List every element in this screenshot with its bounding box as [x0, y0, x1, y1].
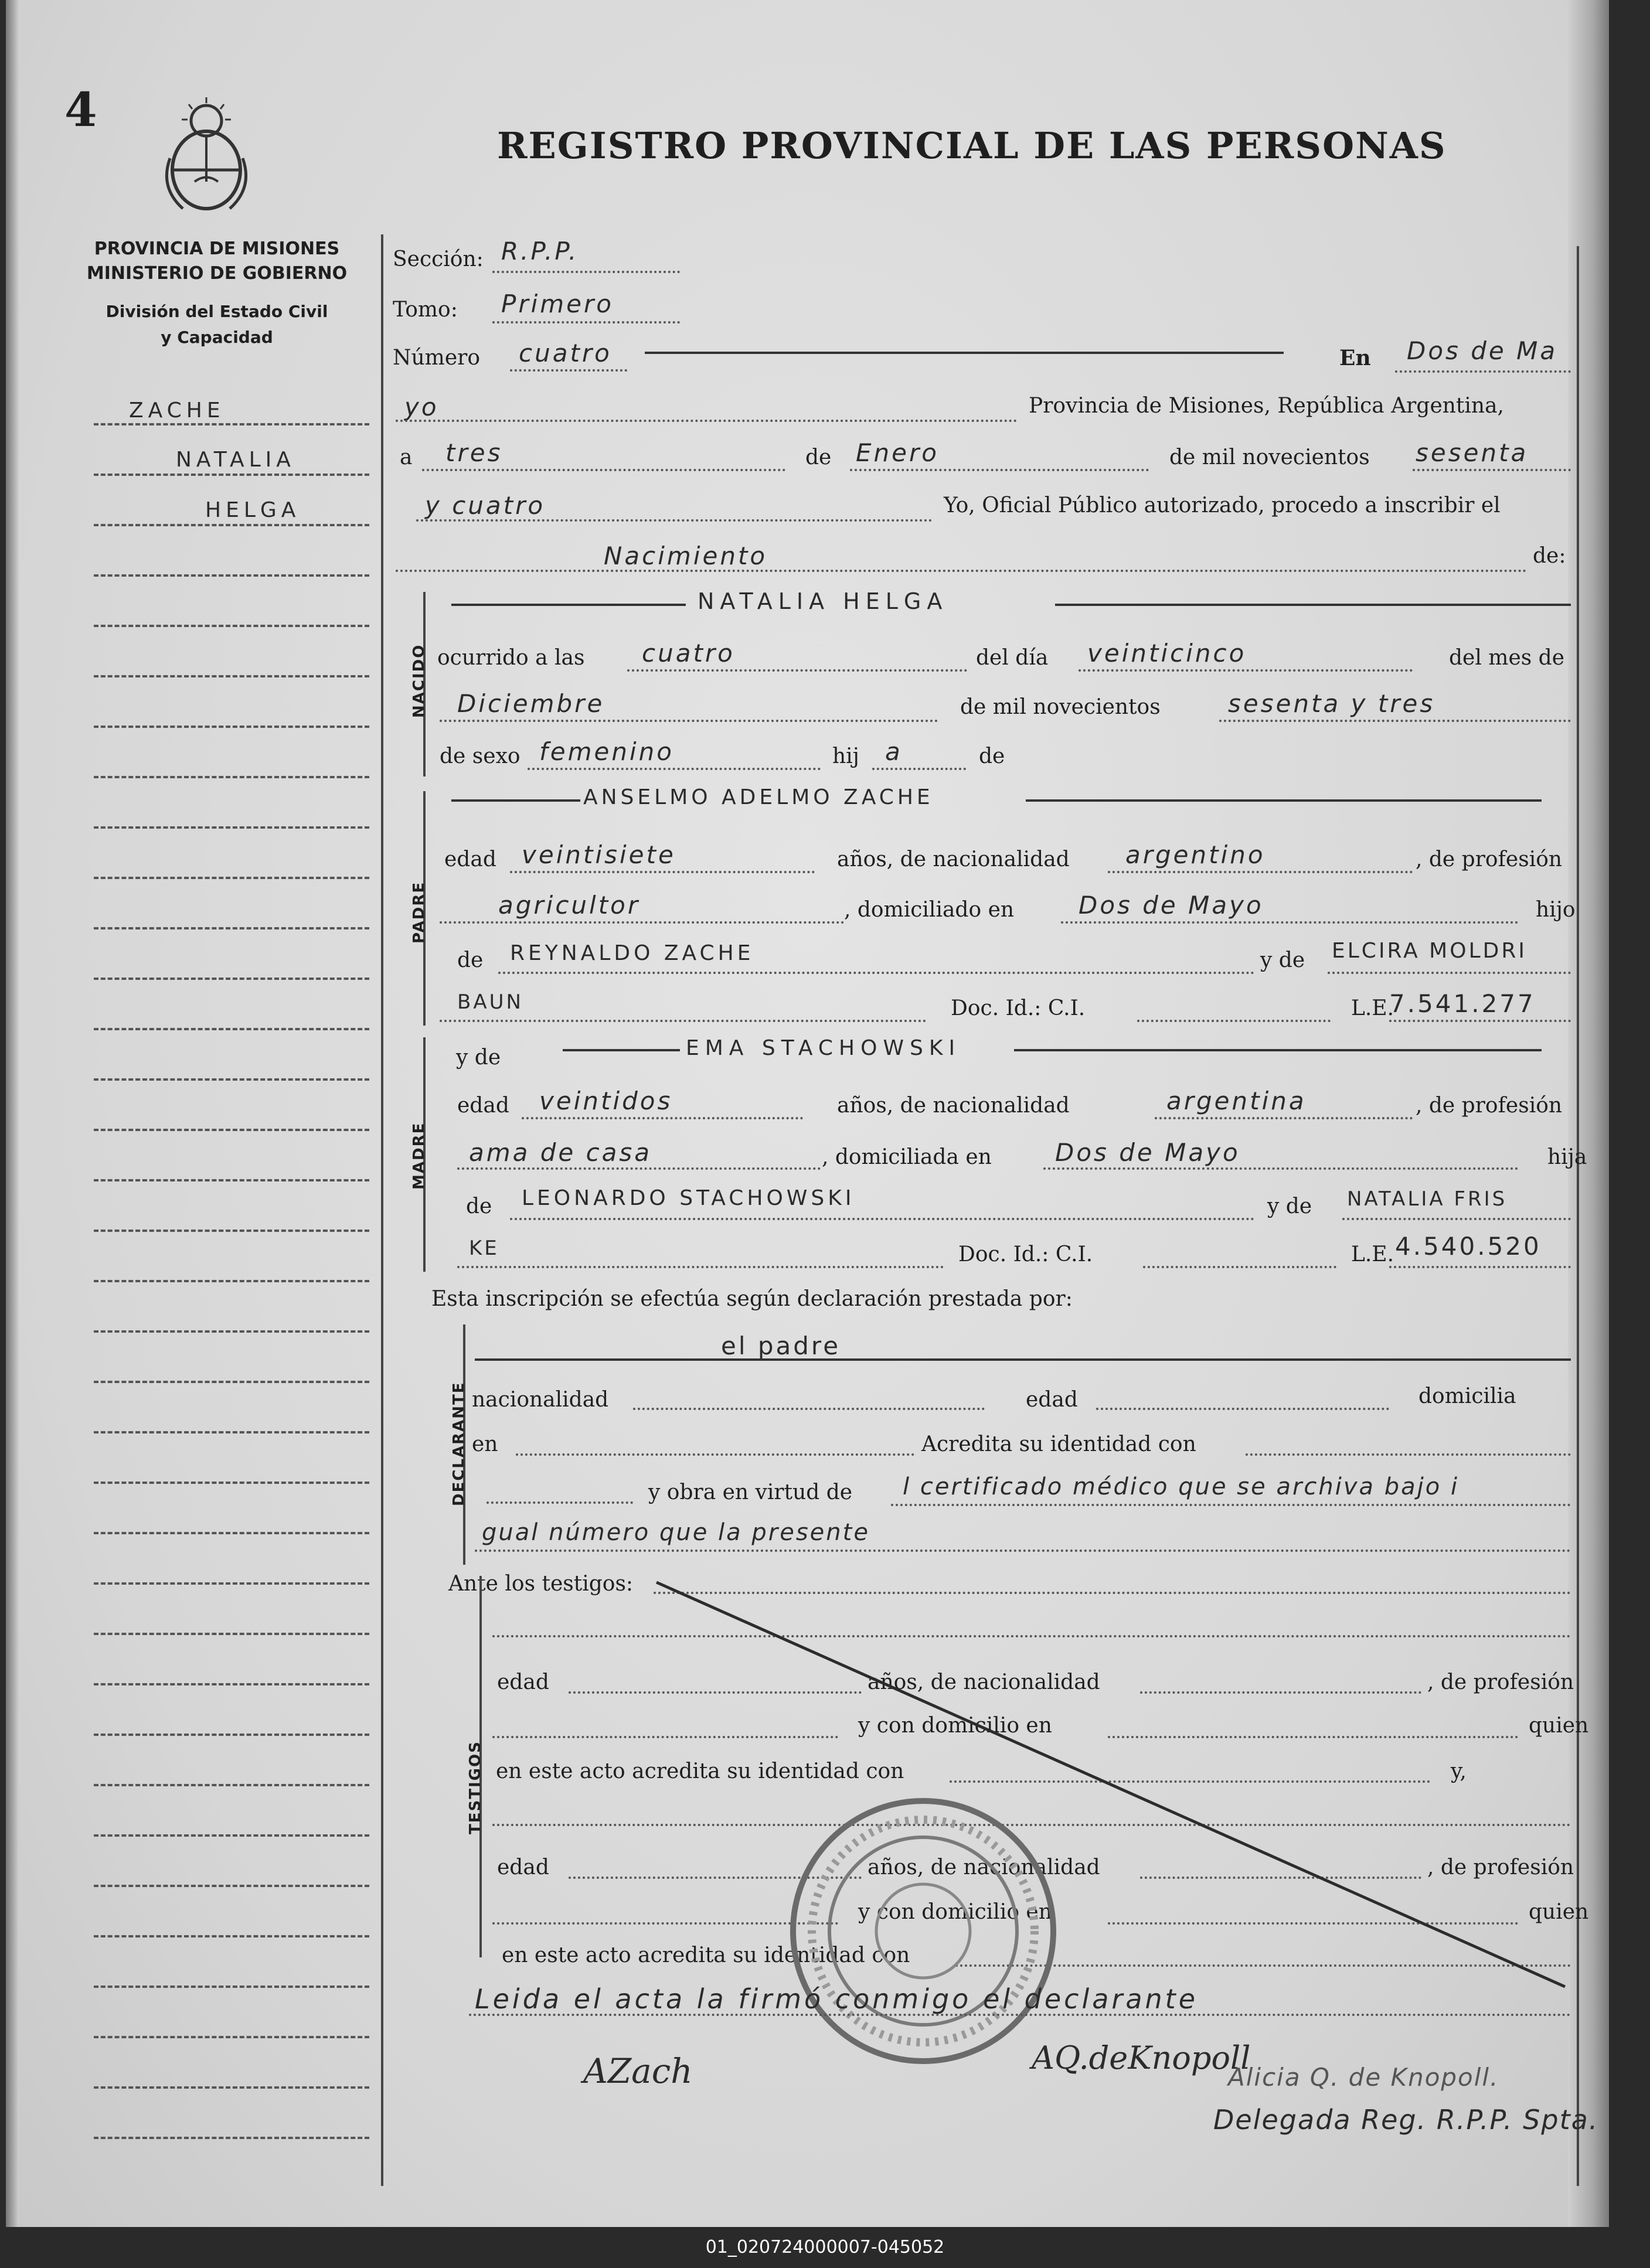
section-declarante: DECLARANTE [450, 1381, 468, 1506]
value-declarante: el padre [721, 1331, 841, 1360]
label-madre-dom: , domiciliada en [822, 1145, 992, 1169]
margin-rule-line [94, 1582, 369, 1585]
value-padre-madre-cont: BAUN [457, 990, 523, 1014]
label-padre-doc: Doc. Id.: C.I. [951, 996, 1086, 1020]
official-title: Delegada Reg. R.P.P. Spta. [1213, 2104, 1599, 2136]
label-decl-edad: edad [1026, 1388, 1078, 1412]
value-en-cont: yo [404, 393, 439, 421]
label-madre-le: L.E. [1351, 1242, 1394, 1266]
value-numero: cuatro [519, 339, 612, 367]
margin-rule-line [94, 1230, 369, 1232]
label-obra-virtud: y obra en virtud de [648, 1480, 853, 1504]
label-a: a [400, 445, 413, 469]
label-del-dia: del día [976, 646, 1049, 670]
issuer-division: División del Estado Civil [106, 302, 328, 321]
label-decl-en: en [472, 1432, 498, 1456]
value-mes: Enero [856, 438, 939, 467]
margin-rule-line [94, 423, 369, 425]
frame-left-border [381, 234, 383, 2186]
label-padre-de: de [457, 948, 484, 972]
coat-of-arms-icon [159, 94, 253, 217]
label-t1-dom: y con domicilio en [858, 1714, 1052, 1738]
value-padre-nombre: ANSELMO ADELMO ZACHE [583, 785, 934, 809]
value-dia: tres [445, 438, 503, 467]
margin-rule-line [94, 1179, 369, 1181]
value-padre-padre: REYNALDO ZACHE [510, 941, 754, 965]
book-binding [6, 0, 19, 2227]
label-madre-prof: , de profesión [1416, 1094, 1563, 1118]
label-de-nacido: de [979, 744, 1005, 768]
label-madre-nac: años, de nacionalidad [837, 1094, 1070, 1118]
value-madre-dom: Dos de Mayo [1055, 1138, 1240, 1167]
value-seccion: R.P.P. [501, 237, 579, 265]
value-padre-prof: agricultor [498, 891, 641, 920]
value-madre-prof: ama de casa [469, 1138, 652, 1167]
margin-rule-line [94, 1683, 369, 1685]
margin-rule-line [94, 1330, 369, 1333]
label-t2-acredita: en este acto acredita su identidad con [502, 1943, 910, 1967]
issuer-province: PROVINCIA DE MISIONES [94, 239, 340, 259]
label-madre-de: de [466, 1194, 492, 1218]
margin-rule-line [94, 1532, 369, 1534]
label-domicilia: domicilia [1418, 1384, 1516, 1408]
value-obra: l certificado médico que se archiva bajo i [903, 1473, 1460, 1500]
margin-rule-line [94, 1734, 369, 1736]
label-padre-dom: , domiciliado en [844, 898, 1015, 922]
margin-rule-line [94, 726, 369, 728]
issuer-ministry: MINISTERIO DE GOBIERNO [86, 263, 348, 284]
label-padre-y-de: y de [1260, 948, 1305, 972]
label-t2-dom: y con domicilio en [858, 1900, 1052, 1924]
margin-rule-line [94, 1431, 369, 1433]
document-title: REGISTRO PROVINCIAL DE LAS PERSONAS [497, 124, 1447, 167]
label-y-comma: y, [1451, 1759, 1467, 1783]
label-madre-doc: Doc. Id.: C.I. [958, 1242, 1093, 1266]
official-name: Alicia Q. de Knopoll. [1228, 2063, 1499, 2092]
margin-rule-line [94, 1381, 369, 1383]
label-padre-le: L.E. [1351, 996, 1394, 1020]
value-obra-cont: gual número que la presente [482, 1519, 870, 1546]
label-t2-prof: , de profesión [1427, 1855, 1574, 1879]
label-esta-inscripcion: Esta inscripción se efectúa según declaración prestada por: [431, 1287, 1073, 1311]
margin-rule-line [94, 877, 369, 879]
value-madre-le: 4.540.520 [1395, 1232, 1542, 1261]
value-madre-madre-cont: KE [469, 1237, 499, 1260]
scan-id-footer: 01_020724000007-045052 [0, 2227, 1650, 2268]
value-mes-nac: Diciembre [457, 689, 605, 718]
label-t2-edad: edad [497, 1855, 549, 1879]
label-hij: hij [832, 744, 859, 768]
margin-rule-line [94, 675, 369, 677]
margin-rule-line [94, 1129, 369, 1131]
label-padre-edad: edad [444, 847, 496, 871]
value-madre-nac: argentina [1166, 1087, 1307, 1115]
value-leida: Leida el acta la firmó conmigo el declarante [475, 1983, 1198, 2015]
label-t1-acredita: en este acto acredita su identidad con [496, 1759, 904, 1783]
label-t1-quien: quien [1529, 1714, 1589, 1738]
margin-rule-line [94, 574, 369, 577]
margin-rule-line [94, 2086, 369, 2089]
side-surname: ZACHE [129, 399, 225, 423]
margin-rule-line [94, 826, 369, 829]
label-mil-novecientos: de mil novecientos [1169, 445, 1370, 469]
margin-rule-line [94, 2137, 369, 2139]
official-signature: AQ.deKnopoll [1032, 2039, 1251, 2076]
margin-rule-line [94, 1834, 369, 1837]
value-padre-madre: ELCIRA MOLDRI [1332, 939, 1527, 963]
label-madre-y-de: y de [456, 1046, 501, 1070]
value-anio: sesenta [1416, 438, 1529, 467]
section-madre: MADRE [410, 1122, 428, 1190]
margin-rule-line [94, 1885, 369, 1887]
label-t2-quien: quien [1529, 1900, 1589, 1924]
label-del-mes: del mes de [1449, 646, 1565, 670]
value-anio-cont: y cuatro [425, 491, 546, 520]
value-padre-dom: Dos de Mayo [1079, 891, 1264, 920]
label-tomo: Tomo: [393, 298, 458, 322]
label-de-sexo: de sexo [440, 744, 520, 768]
label-hija: hija [1547, 1145, 1587, 1169]
label-de-mil-nov: de mil novecientos [960, 695, 1161, 719]
value-hora: cuatro [642, 639, 735, 668]
margin-rule-line [94, 1078, 369, 1081]
label-hijo: hijo [1536, 898, 1576, 922]
margin-rule-line [94, 776, 369, 778]
side-first-name: NATALIA [176, 448, 295, 472]
registry-page [6, 0, 1609, 2227]
margin-rule-line [94, 1482, 369, 1484]
value-en: Dos de Ma [1407, 336, 1558, 365]
margin-rule-line [94, 1633, 369, 1635]
value-tomo: Primero [501, 290, 614, 318]
value-nombre: NATALIA HELGA [698, 588, 948, 614]
label-padre-nac: años, de nacionalidad [837, 847, 1070, 871]
label-oficial: Yo, Oficial Público autorizado, procedo a inscribir el [944, 493, 1501, 517]
margin-rule-line [94, 524, 369, 526]
value-acto: Nacimiento [604, 542, 768, 570]
value-padre-edad: veintisiete [522, 840, 676, 869]
declarante-signature: AZach [583, 2051, 693, 2091]
margin-rule-line [94, 625, 369, 627]
margin-rule-line [94, 1280, 369, 1282]
margin-rule-line [94, 2036, 369, 2038]
label-provincia: Provincia de Misiones, República Argentina, [1029, 394, 1505, 418]
label-madre-edad: edad [457, 1094, 509, 1118]
label-de-mes: de [805, 445, 832, 469]
margin-rule-line [94, 474, 369, 476]
value-madre-madre: NATALIA FRIS [1347, 1187, 1508, 1211]
margin-rule-line [94, 1028, 369, 1030]
page-number: 4 [64, 82, 97, 137]
label-ocurrido: ocurrido a las [437, 646, 585, 670]
value-dia-nac: veinticinco [1087, 639, 1247, 668]
issuer-capacity: y Capacidad [161, 328, 273, 347]
value-padre-le: 7.541.277 [1389, 989, 1536, 1018]
official-seal-icon [785, 1793, 1061, 2069]
margin-rule-line [94, 1784, 369, 1786]
label-t1-prof: , de profesión [1427, 1670, 1574, 1694]
label-de-colon: de: [1533, 544, 1566, 568]
label-seccion: Sección: [393, 247, 484, 271]
value-madre-edad: veintidos [539, 1087, 673, 1115]
side-middle-name: HELGA [205, 498, 301, 522]
section-padre: PADRE [410, 881, 428, 944]
margin-rule-line [94, 1986, 369, 1988]
margin-rule-line [94, 1935, 369, 1937]
label-en: En [1339, 346, 1371, 370]
frame-right-border [1577, 246, 1579, 2186]
value-padre-nac: argentino [1125, 840, 1265, 869]
value-madre-padre: LEONARDO STACHOWSKI [522, 1186, 855, 1210]
label-t1-edad: edad [497, 1670, 549, 1694]
section-testigos: TESTIGOS [467, 1741, 484, 1834]
value-hij-suffix: a [885, 737, 903, 766]
label-numero: Número [393, 346, 481, 370]
label-t1-nac: años, de nacionalidad [867, 1670, 1100, 1694]
margin-rule-line [94, 927, 369, 929]
label-t2-nac: años, de nacionalidad [867, 1855, 1100, 1879]
value-anio-nac: sesenta y tres [1228, 689, 1435, 718]
label-padre-prof: , de profesión [1416, 847, 1563, 871]
section-nacido: NACIDO [410, 643, 428, 718]
label-acredita: Acredita su identidad con [921, 1432, 1196, 1456]
value-sexo: femenino [539, 737, 674, 766]
margin-rule-line [94, 978, 369, 980]
label-nacionalidad: nacionalidad [472, 1388, 609, 1412]
label-madre-y-de2: y de [1267, 1194, 1312, 1218]
value-madre-nombre: EMA STACHOWSKI [686, 1036, 961, 1060]
label-ante-testigos: Ante los testigos: [448, 1572, 634, 1596]
